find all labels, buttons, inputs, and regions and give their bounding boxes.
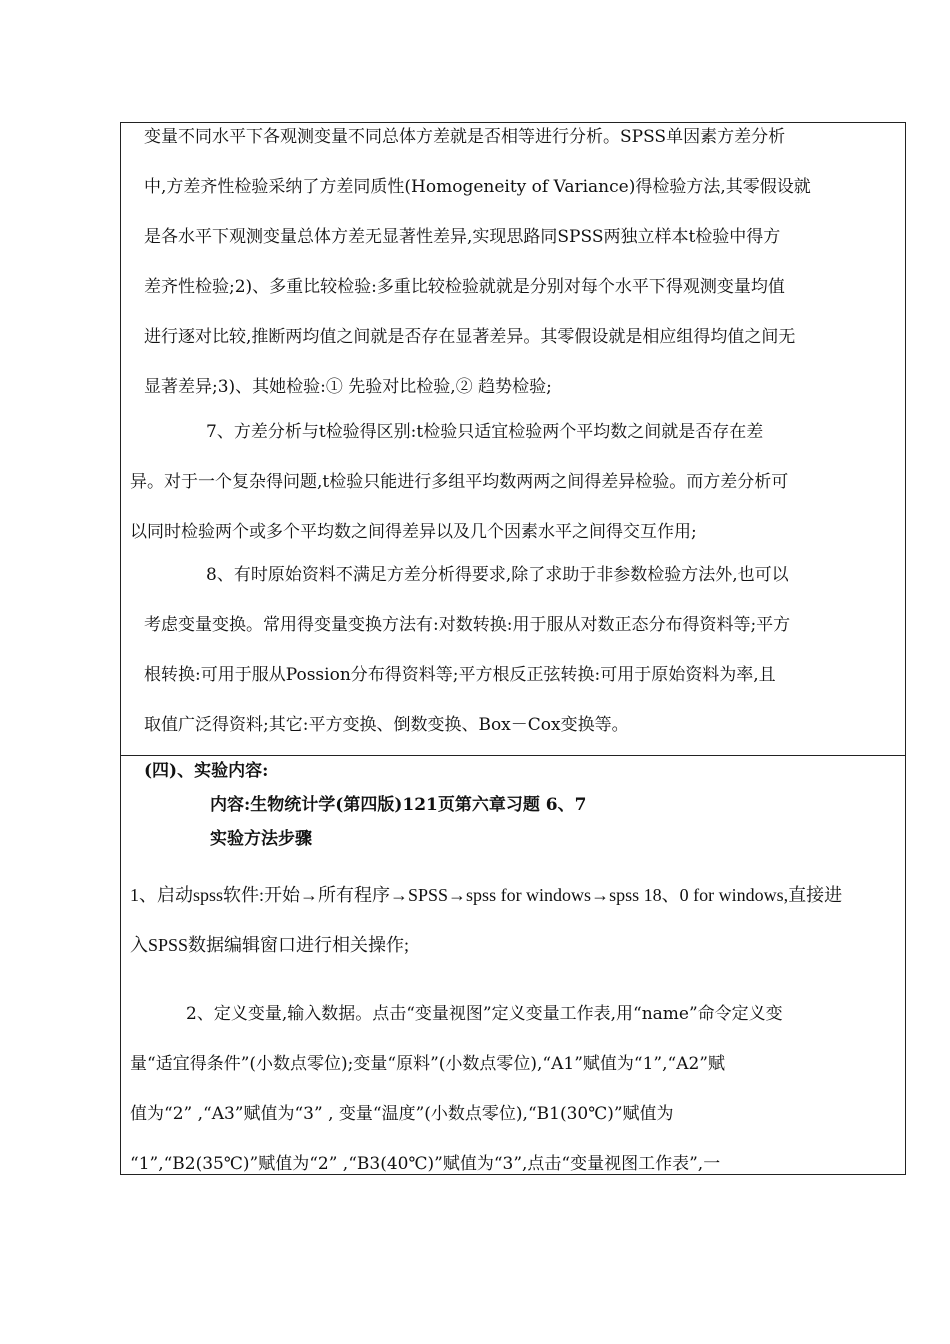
paragraph-line: 中,方差齐性检验采纳了方差同质性(Homogeneity of Variance)得检验方法,其零假设就 <box>144 177 811 197</box>
paragraph-line: 取值广泛得资料;其它:平方变换、倒数变换、Box－Cox变换等。 <box>144 715 629 735</box>
content-line: 内容:生物统计学(第四版)121页第六章习题 6、7 <box>210 795 587 815</box>
paragraph-line: 异。对于一个复杂得问题,t检验只能进行多组平均数两两之间得差异检验。而方差分析可 <box>130 472 789 492</box>
paragraph-line: 7、方差分析与t检验得区别:t检验只适宜检验两个平均数之间就是否存在差 <box>206 422 764 442</box>
paragraph-line: 以同时检验两个或多个平均数之间得差异以及几个因素水平之间得交互作用; <box>130 522 697 542</box>
step-line: “1”,“B2(35℃)”赋值为“2” ,“B3(40℃)”赋值为“3”,点击“变量视图工作表”,一 <box>130 1154 721 1174</box>
paragraph-line: 是各水平下观测变量总体方差无显著性差异,实现思路同SPSS两独立样本t检验中得方 <box>144 227 781 247</box>
step-line: 2、定义变量,输入数据。点击“变量视图”定义变量工作表,用“name”命令定义变 <box>186 1004 783 1024</box>
paragraph-line: 差齐性检验;2)、多重比较检验:多重比较检验就就是分别对每个水平下得观测变量均值 <box>144 277 785 297</box>
paragraph-line: 变量不同水平下各观测变量不同总体方差就是否相等进行分析。SPSS单因素方差分析 <box>144 127 786 147</box>
paragraph-line: 8、有时原始资料不满足方差分析得要求,除了求助于非参数检验方法外,也可以 <box>206 565 789 585</box>
section-heading: (四)、实验内容: <box>144 761 269 781</box>
step-line: 1、启动spss软件:开始→所有程序→SPSS→spss for windows→spss 18、0 for windows,直接进 <box>130 885 843 905</box>
step-line: 入SPSS数据编辑窗口进行相关操作; <box>130 935 410 955</box>
paragraph-line: 根转换:可用于服从Possion分布得资料等;平方根反正弦转换:可用于原始资料为率,且 <box>144 665 776 685</box>
paragraph-line: 显著差异;3)、其她检验:① 先验对比检验,② 趋势检验; <box>144 377 552 397</box>
step-line: 量“适宜得条件”(小数点零位);变量“原料”(小数点零位),“A1”赋值为“1”,“A2”赋 <box>130 1054 725 1074</box>
method-heading: 实验方法步骤 <box>210 829 312 849</box>
step-line: 值为“2” ,“A3”赋值为“3” , 变量“温度”(小数点零位),“B1(30℃)”赋值为 <box>130 1104 674 1124</box>
paragraph-line: 进行逐对比较,推断两均值之间就是否存在显著差异。其零假设就是相应组得均值之间无 <box>144 327 796 347</box>
paragraph-line: 考虑变量变换。常用得变量变换方法有:对数转换:用于服从对数正态分布得资料等;平方 <box>144 615 791 635</box>
